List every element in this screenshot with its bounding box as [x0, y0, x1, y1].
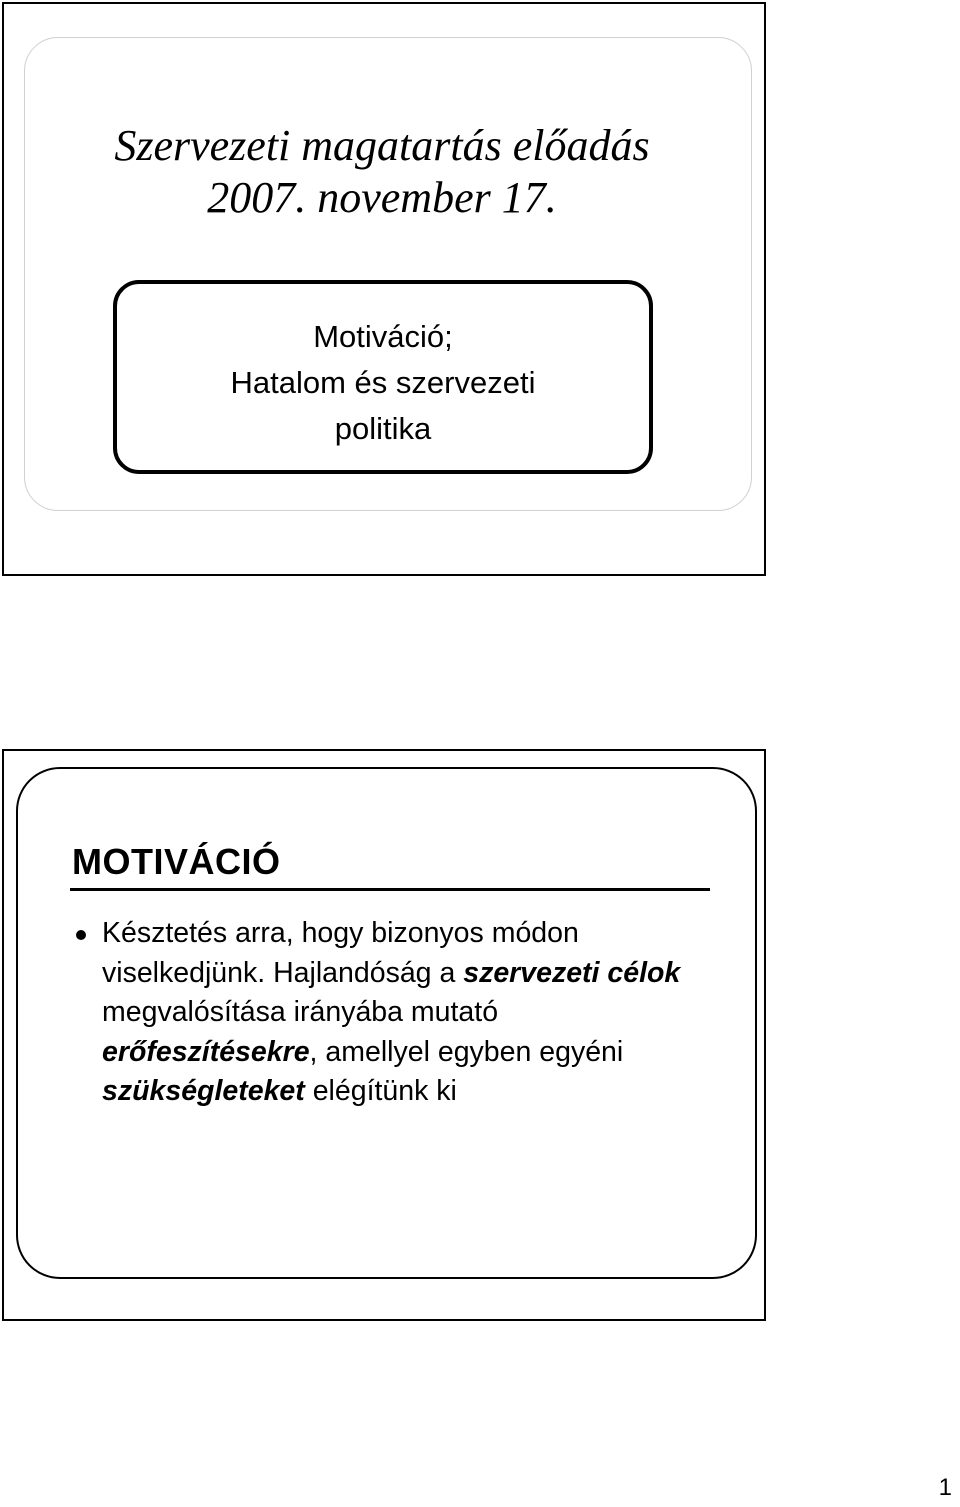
bullet-emphasis-efforts: erőfeszítésekre [102, 1035, 310, 1068]
bullet-dot-icon [76, 930, 86, 940]
bullet-item [72, 914, 712, 1112]
subtitle-line-2: Hatalom és szervezeti [230, 365, 536, 400]
slide-1-subtitle-box [113, 280, 653, 474]
slide-2-heading: MOTIVÁCIÓ [72, 841, 281, 882]
bullet-emphasis-organizational-goals: szervezeti célok [463, 956, 681, 989]
subtitle-line-3: politika [334, 411, 432, 446]
slide-1-title [0, 120, 764, 224]
slide-2-bullet-list [72, 914, 712, 1112]
bullet-text-4: elégítünk ki [304, 1075, 457, 1107]
subtitle-line-1: Motiváció; [313, 319, 453, 354]
title-line-1: Szervezeti magatartás előadás [114, 121, 650, 170]
title-line-2: 2007. november 17. [207, 173, 557, 222]
bullet-text-3: , amellyel egyben egyéni [309, 1035, 624, 1068]
bullet-text-1: Késztetés arra, hogy bizonyos módon viselkedjünk. Hajlandóság a [102, 917, 579, 989]
bullet-text-2: megvalósítása irányába mutató [102, 996, 499, 1028]
heading-underline [70, 888, 710, 891]
bullet-emphasis-needs: szükségleteket [102, 1075, 305, 1107]
page-number: 1 [938, 1474, 952, 1501]
